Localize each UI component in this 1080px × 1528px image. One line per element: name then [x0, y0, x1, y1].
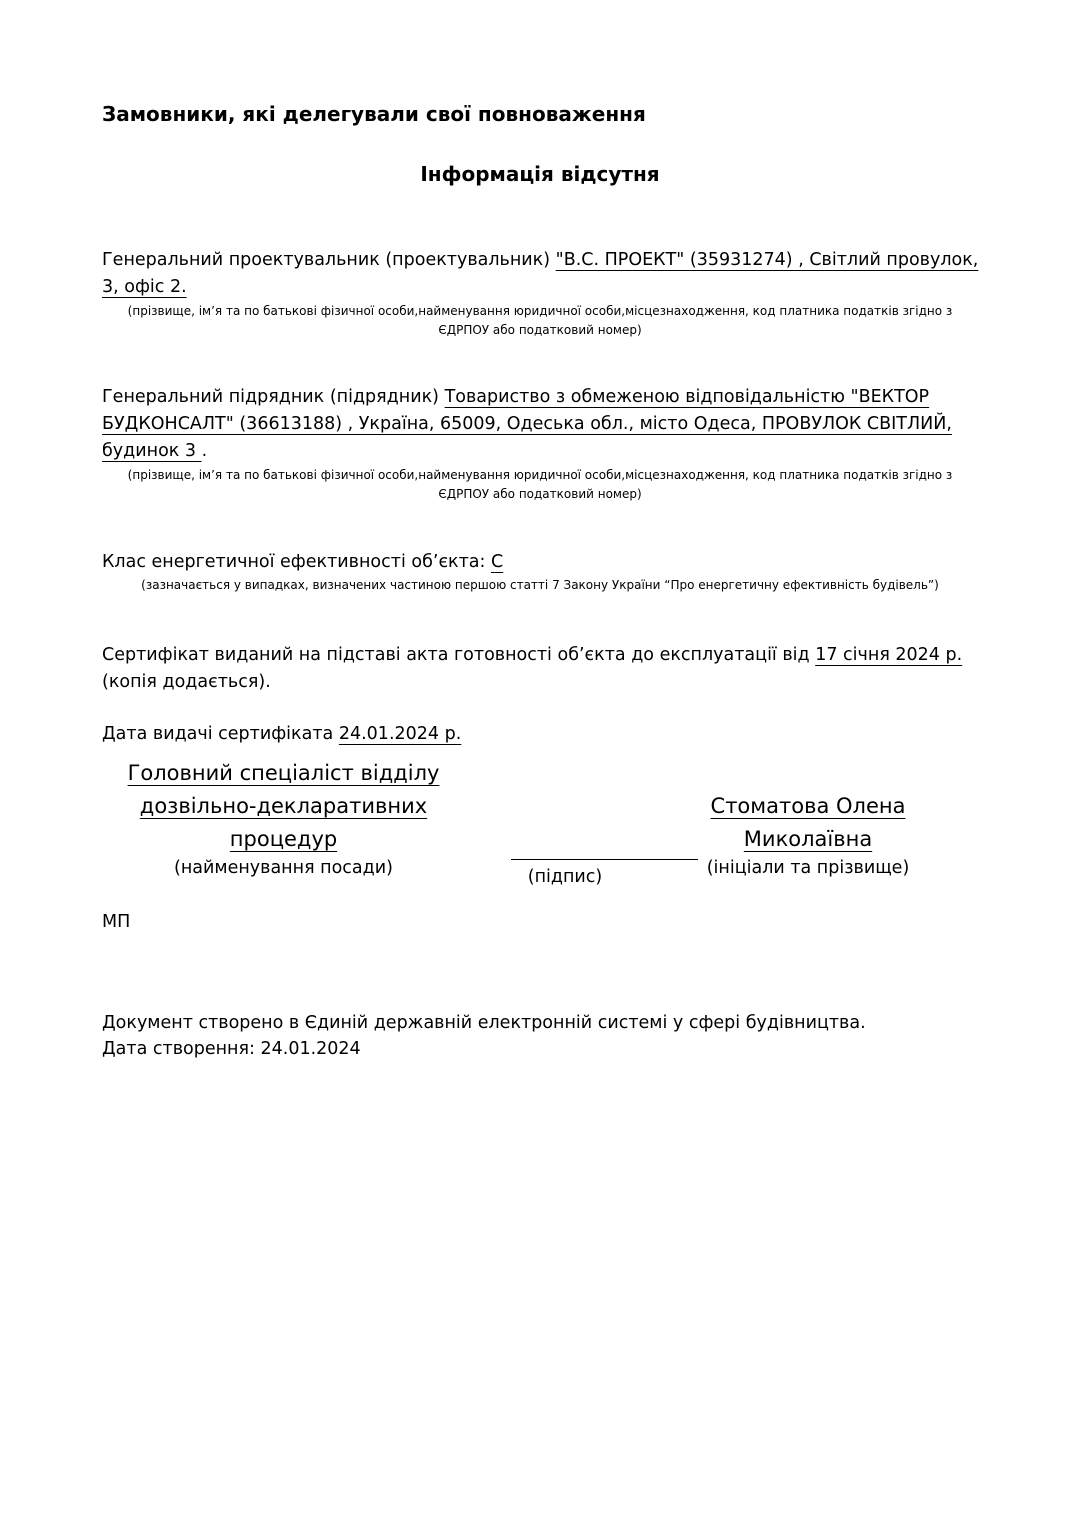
- signature-caption: (підпис): [527, 867, 603, 887]
- contractor-value: Товариство з обмеженою відповідальністю "ВЕКТОР БУДКОНСАЛТ" (36613188) , Україна, 65009, Одеська обл., місто Одеса, ПРОВУЛОК СВІТЛИЙ, будинок 3: [102, 387, 952, 461]
- official-name: Стоматова Олена Миколаївна: [710, 794, 906, 851]
- contractor-label: Генеральний підрядник (підрядник): [102, 387, 439, 407]
- energy-class-label: Клас енергетичної ефективності об’єкта:: [102, 552, 486, 572]
- certificate-basis-suffix: (копія додається).: [102, 672, 271, 692]
- signature-line: [511, 859, 698, 860]
- creation-date-label: Дата створення:: [102, 1039, 255, 1059]
- info-absent-text: Інформація відсутня: [420, 162, 660, 186]
- issue-date-block: [102, 721, 982, 748]
- contractor-note: (прізвище, ім’я та по батькові фізичної особи,найменування юридичної особи,місцезнаходження, код платника податків згідно з ЄДРПОУ або податковий номер): [127, 468, 953, 501]
- contractor-block: [102, 384, 982, 465]
- creation-date-block: [102, 1036, 982, 1063]
- designer-label: Генеральний проектувальник (проектувальник): [102, 250, 551, 270]
- certificate-basis-block: [102, 642, 982, 696]
- stamp-label: МП: [102, 912, 131, 932]
- issue-date-label: Дата видачі сертифіката: [102, 724, 334, 744]
- system-note: Документ створено в Єдиній державній електронній системі у сфері будівництва.: [102, 1013, 866, 1033]
- name-caption: (ініціали та прізвище): [706, 858, 910, 878]
- designer-value: "В.С. ПРОЕКТ" (35931274) , Світлий провулок, 3, офіс 2.: [102, 250, 979, 297]
- energy-class-value: С: [491, 552, 504, 572]
- designer-block: [102, 247, 982, 301]
- position-caption: (найменування посади): [174, 858, 393, 878]
- contractor-suffix: .: [201, 441, 208, 461]
- customers-heading: Замовники, які делегували свої повноваження: [102, 102, 646, 126]
- certificate-basis-text: Сертифікат виданий на підставі акта готовності об’єкта до експлуатації від: [102, 645, 810, 665]
- creation-date-value: 24.01.2024: [260, 1039, 361, 1059]
- energy-class-note: (зазначається у випадках, визначених частиною першою статті 7 Закону України “Про енергетичну ефективність будівель”): [141, 578, 939, 592]
- official-position: Головний спеціаліст відділу дозвільно-декларативних процедур: [127, 761, 440, 851]
- designer-note: (прізвище, ім’я та по батькові фізичної особи,найменування юридичної особи,місцезнаходження, код платника податків згідно з ЄДРПОУ або податковий номер): [127, 304, 953, 337]
- readiness-act-date: 17 січня 2024 р.: [815, 645, 963, 665]
- issue-date-value: 24.01.2024 р.: [338, 724, 462, 744]
- energy-class-block: [102, 549, 982, 576]
